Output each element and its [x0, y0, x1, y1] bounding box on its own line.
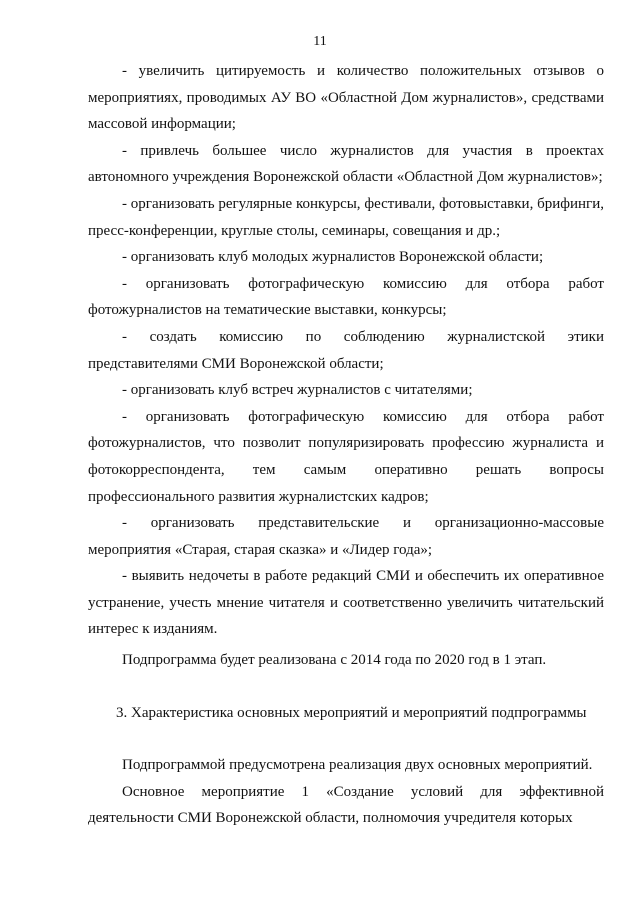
body-paragraph-two-activities: Подпрограммой предусмотрена реализация двух основных мероприятий.: [122, 757, 593, 774]
document-body: [88, 58, 604, 832]
list-item-young-journalists-club: - организовать клуб молодых журналистов Воронежской области;: [122, 249, 544, 266]
list-item-editorial-shortcomings: - выявить недочеты в работе редакций СМИ и обеспечить их оперативное устранение, учесть мнение читателя и соответственно увеличить читательский интерес к изданиям.: [88, 568, 604, 638]
list-item-citation: - увеличить цитируемость и количество положительных отзывов о мероприятиях, проводимых АУ ВО «Областной Дом журналистов», средствами массовой информации;: [88, 63, 604, 133]
list-item-photo-commission: - организовать фотографическую комиссию для отбора работ фотожурналистов на тематические выставки, конкурсы;: [88, 275, 604, 319]
list-item-readers-club: - организовать клуб встреч журналистов с читателями;: [122, 382, 473, 399]
body-paragraph-main-activity-1: Основное мероприятие 1 «Создание условий для эффективной деятельности СМИ Воронежской области, полномочия учредителя которых: [88, 783, 604, 827]
list-item-photo-commission-2: - организовать фотографическую комиссию для отбора работ фотожурналистов, что позволит популяризировать профессию журналиста и фотокорреспондента, тем самым оперативно решать вопросы профессионального развития журналистских кадров;: [88, 408, 604, 505]
list-item-attract-journalists: - привлечь большее число журналистов для участия в проектах автономного учреждения Воронежской области «Областной Дом журналистов»;: [88, 142, 604, 186]
section-heading: 3. Характеристика основных мероприятий и мероприятий подпрограммы: [116, 704, 587, 721]
summary-paragraph: Подпрограмма будет реализована с 2014 года по 2020 год в 1 этап.: [122, 652, 547, 669]
list-item-events: - организовать представительские и организационно-массовые мероприятия «Старая, старая сказка» и «Лидер года»;: [88, 515, 604, 558]
list-item-contests: - организовать регулярные конкурсы, фестивали, фотовыставки, брифинги, пресс-конференции, круглые столы, семинары, совещания и др.;: [88, 195, 604, 239]
list-item-ethics-commission: - создать комиссию по соблюдению журналистской этики представителями СМИ Воронежской области;: [88, 328, 604, 372]
page-number: 11: [313, 34, 327, 49]
